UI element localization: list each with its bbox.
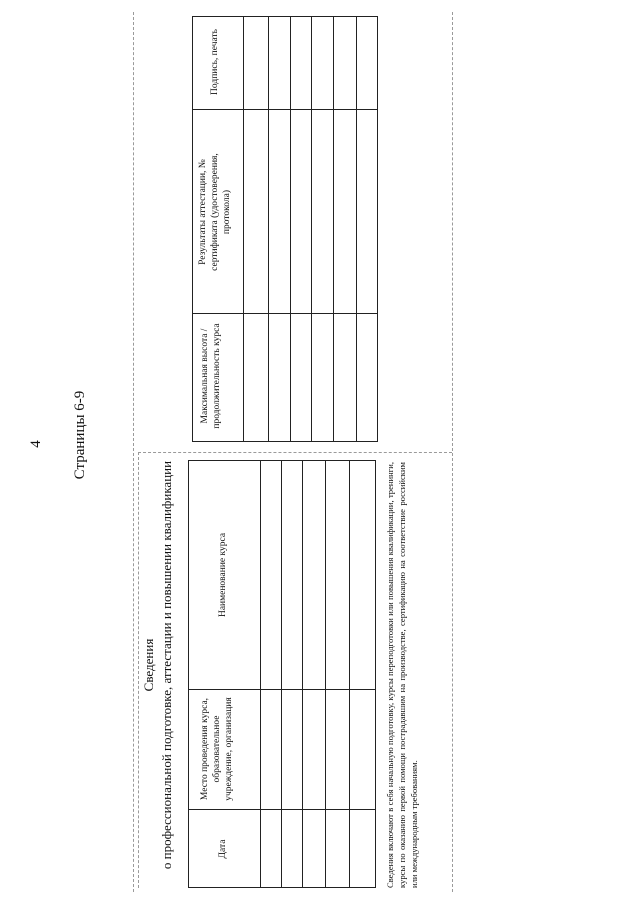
- right-table: [192, 16, 378, 442]
- left-table-col-divider-2: [189, 689, 375, 690]
- pages-label: Страницы 6-9: [72, 390, 88, 480]
- right-table-row-line: [333, 17, 334, 441]
- header-course-name: Наименование курса: [218, 532, 228, 618]
- left-table-row-line: [325, 461, 326, 887]
- right-table-row-line: [268, 17, 269, 441]
- left-table-header-row-line: [260, 461, 261, 887]
- footnote: Сведения включают в себя начальную подготовку, курсы переподготовки или повышения квалификации, тренинги, курсы по оказанию первой помощи пострадавшим на производстве, сертификацию на соответствие российским или международным требованиям.: [385, 462, 419, 888]
- header-max-height: Максимальная высота / продолжительность курса: [200, 323, 222, 429]
- heading-subtitle: о профессиональной подготовке, аттестации и повышении квалификации: [159, 460, 174, 870]
- header-date: Дата: [218, 839, 228, 859]
- heading-title: Сведения: [141, 638, 156, 692]
- right-table-col-divider-1: [193, 109, 377, 110]
- right-table-row-line: [356, 17, 357, 441]
- left-table-row-line: [281, 461, 282, 887]
- left-table-row-line: [302, 461, 303, 887]
- page-border-right: [452, 12, 453, 892]
- right-table-col-divider-2: [193, 313, 377, 314]
- header-signature: Подпись, печать: [210, 29, 220, 95]
- left-table-col-divider-1: [189, 809, 375, 810]
- right-table-row-line: [311, 17, 312, 441]
- page-border-left: [133, 12, 134, 892]
- header-place: Место проведения курса, образовательное учреждение, организация: [200, 697, 234, 801]
- left-table: [188, 460, 376, 888]
- page-border-fold: [138, 452, 452, 453]
- left-table-row-line: [349, 461, 350, 887]
- page-border-center: [138, 452, 139, 888]
- page-number: 4: [28, 440, 44, 448]
- section-heading: [140, 450, 184, 880]
- header-results: Результаты аттестации, № сертификата (удостоверения, протокола): [198, 153, 232, 271]
- right-table-row-line: [290, 17, 291, 441]
- right-table-header-row-line: [243, 17, 244, 441]
